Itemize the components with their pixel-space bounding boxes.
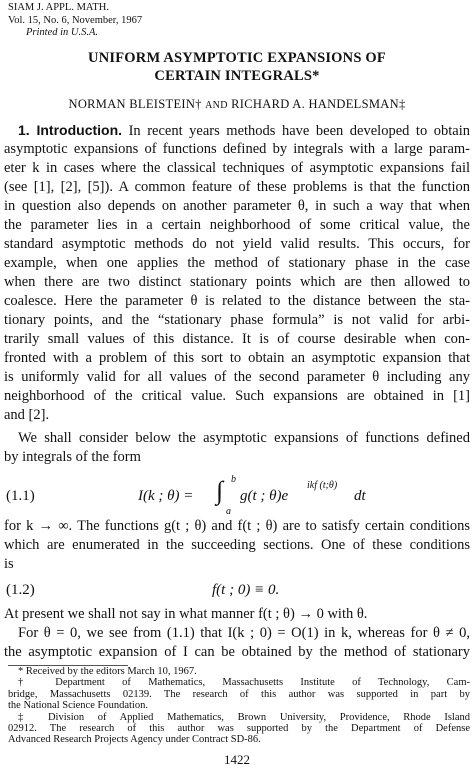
- printed-note: Printed in U.S.A.: [26, 27, 99, 38]
- section-heading: 1. Introduction.: [18, 122, 123, 138]
- integrand: g(t ; θ)e: [240, 488, 289, 504]
- footnote-line: * Received by the editors March 10, 1967.: [18, 666, 197, 677]
- journal-name: SIAM J. APPL. MATH.: [8, 2, 109, 13]
- text-line: eter k in cases where the classical techniques of asymptotic expansions fail: [4, 160, 470, 176]
- text-line: in question also depends on another parameter θ, in such a way that when: [4, 198, 470, 214]
- equation-number: (1.2): [6, 582, 35, 598]
- text-line: is uniformly valid for all values of the second parameter θ including any: [4, 369, 470, 385]
- text-line: the asymptotic expansion of I can be obtained by the method of stationary: [4, 644, 470, 660]
- text-line: At present we shall not say in what manner f(t ; θ) → 0 with θ.: [4, 606, 368, 622]
- text-line: when there are two distinct stationary points which are then allowed to: [4, 274, 470, 290]
- footnote-line: Advanced Research Projects Agency under Contract SD-86.: [8, 734, 261, 746]
- author-1: NORMAN BLEISTEIN†: [68, 97, 202, 111]
- equation-body: f(t ; 0) ≡ 0.: [212, 582, 280, 598]
- text-line: coalesce. Here the parameter θ is related to the distance between the sta-: [4, 293, 470, 309]
- footnote-line: ‡ Division of Applied Mathematics, Brown University, Providence, Rhode Island: [18, 711, 470, 723]
- footnote-line: bridge, Massachusetts 02139. The research of this author was supported in part by: [8, 688, 470, 700]
- text-line: for k → ∞. The functions g(t ; θ) and f(t ; θ) are to satisfy certain conditions: [4, 518, 470, 534]
- journal-header: [8, 2, 142, 40]
- text-line: For θ = 0, we see from (1.1) that I(k ; 0) = O(1) in k, whereas for θ ≠ 0,: [18, 625, 470, 641]
- authors: [0, 97, 474, 112]
- text-line: which are enumerated in the succeeding sections. One of these conditions: [4, 537, 470, 553]
- text-line: (see [1], [2], [5]). A common feature of these problems is that the function: [4, 179, 470, 195]
- footnote-line: the National Science Foundation.: [8, 700, 148, 712]
- text-line: 1. Introduction. In recent years methods have been developed to obtain: [18, 122, 470, 139]
- footnote-line: † Department of Mathematics, Massachusetts Institute of Technology, Cam-: [18, 677, 470, 689]
- volume-info: Vol. 15, No. 6, November, 1967: [8, 14, 143, 26]
- differential: dt: [354, 488, 366, 504]
- author-and: AND: [205, 100, 228, 111]
- text-line: by integrals of the form: [4, 449, 141, 465]
- text-line: trarily small values of this distance. It is of course desirable when con-: [4, 331, 470, 347]
- text-line: neighborhood of the critical value. Such expansions are obtained in [1]: [4, 388, 470, 404]
- page-number: 1422: [224, 752, 250, 767]
- footnote-line: 02912. The research of this author was supported by the Department of Defense: [8, 723, 470, 734]
- text-line: asymptotic expansions of functions defined by integrals with a large param-: [4, 141, 470, 157]
- text-line: is: [4, 556, 14, 572]
- text-line: example, when one applies the method of stationary phase in the case: [4, 255, 470, 271]
- title-line-1: UNIFORM ASYMPTOTIC EXPANSIONS OF: [88, 50, 386, 66]
- lower-limit: a: [226, 506, 231, 517]
- equation-1-2: [0, 582, 474, 604]
- equation-1-1: [0, 476, 474, 516]
- text-line: the parameter lies in a certain neighborhood of some critical value, the: [4, 217, 470, 233]
- text-line: standard asymptotic methods do not yield valid results. This occurs, for: [4, 236, 470, 252]
- text-line: We shall consider below the asymptotic expansions of functions defined: [18, 430, 470, 446]
- text-line: tionary points, and the “stationary phase formula” is not valid for arbi-: [4, 312, 470, 328]
- text-line: and [2].: [4, 407, 50, 423]
- equation-number: (1.1): [6, 488, 35, 504]
- text-line: fronted with a problem of this sort to obtain an asymptotic expansion that: [4, 350, 470, 366]
- exponent: ikf (t;θ): [307, 480, 338, 491]
- title-line-2: CERTAIN INTEGRALS*: [154, 68, 320, 84]
- integral-sign: ∫: [216, 476, 224, 505]
- equation-lhs: I(k ; θ) =: [138, 488, 194, 504]
- upper-limit: b: [231, 474, 236, 485]
- author-2: RICHARD A. HANDELSMAN‡: [231, 97, 406, 111]
